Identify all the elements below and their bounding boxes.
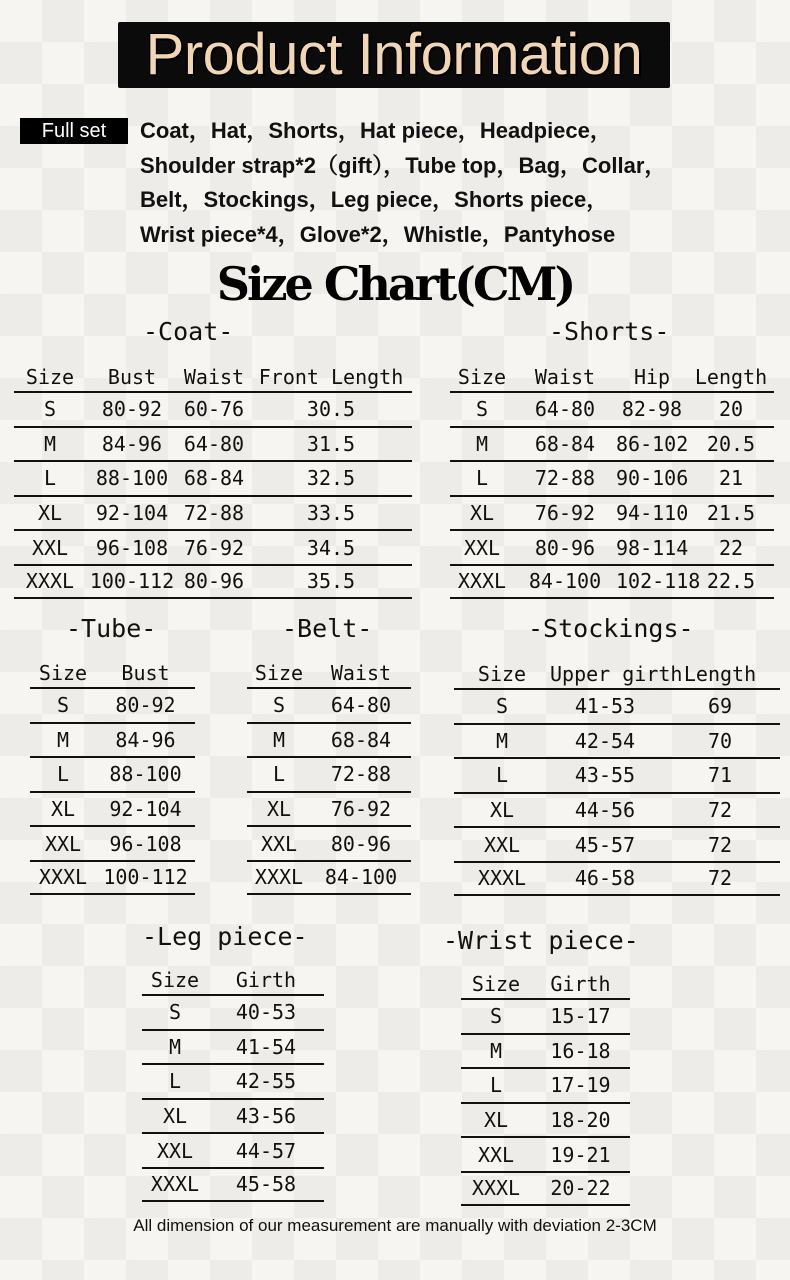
tube-size-table <box>30 651 195 895</box>
table-cell: 96-108 <box>109 831 182 856</box>
table-cell: 41-54 <box>235 1034 297 1059</box>
table-header-row <box>450 355 774 391</box>
full-set-line: Shoulder strap*2（gift），Tube top，Bag，Collar， <box>140 152 667 178</box>
column-header: Hip <box>633 365 671 389</box>
stockings-size-table <box>454 652 780 896</box>
column-header: Waist <box>183 365 245 389</box>
wrist-piece-size-table <box>461 962 630 1206</box>
table-cell: 44-57 <box>235 1138 297 1163</box>
table-cell: XXL <box>477 1142 515 1167</box>
table-cell: 84-96 <box>115 727 176 752</box>
table-row <box>247 687 411 722</box>
table-row <box>450 529 774 564</box>
table-cell: 80-96 <box>183 569 245 594</box>
table-row <box>454 826 780 861</box>
table-cell: XL <box>37 501 63 526</box>
column-header: Waist <box>534 365 596 389</box>
table-cell: 68-84 <box>534 431 596 456</box>
table-cell: XXXL <box>254 865 304 890</box>
shorts-size-table <box>450 355 774 599</box>
table-cell: 22.5 <box>706 569 756 594</box>
column-header: Waist <box>330 661 392 685</box>
table-cell: 84-96 <box>101 431 163 456</box>
table-row <box>247 722 411 757</box>
table-header-row <box>461 962 630 998</box>
product-information-banner <box>118 22 670 88</box>
table-cell: 72-88 <box>330 762 392 787</box>
shorts-section-title: -Shorts- <box>549 317 670 346</box>
table-cell: 84-100 <box>324 865 398 890</box>
table-row <box>450 460 774 495</box>
column-header: Girth <box>550 972 611 996</box>
table-cell: 80-96 <box>330 831 392 856</box>
table-cell: 88-100 <box>95 466 169 491</box>
table-cell: 19-21 <box>550 1142 611 1167</box>
table-cell: 20.5 <box>706 431 756 456</box>
table-row <box>450 391 774 426</box>
column-header: Size <box>477 662 527 686</box>
table-row <box>30 860 195 895</box>
table-cell: XXXL <box>25 569 75 594</box>
table-cell: 76-92 <box>534 501 596 526</box>
table-cell: XL <box>162 1104 188 1129</box>
leg-piece-section-title: -Leg piece- <box>142 922 308 951</box>
table-row <box>454 757 780 792</box>
table-row <box>14 529 412 564</box>
table-row <box>30 722 195 757</box>
table-cell: 72-88 <box>534 466 596 491</box>
table-cell: 41-53 <box>574 694 636 719</box>
table-cell: S <box>495 694 509 719</box>
table-cell: L <box>272 762 286 787</box>
column-header: Upper girth <box>550 662 683 686</box>
table-cell: L <box>56 762 70 787</box>
column-header: Size <box>150 968 200 992</box>
table-cell: S <box>272 693 286 718</box>
table-cell: 88-100 <box>109 762 182 787</box>
column-header: Length <box>694 365 768 389</box>
table-cell: 64-80 <box>330 693 392 718</box>
table-header-row <box>142 958 324 994</box>
column-header: Girth <box>235 968 297 992</box>
table-cell: 72 <box>707 832 733 857</box>
table-row <box>142 1029 324 1064</box>
wrist-piece-section-title: -Wrist piece- <box>443 926 639 955</box>
table-row <box>142 1132 324 1167</box>
table-cell: 45-57 <box>574 832 636 857</box>
table-cell: 43-55 <box>574 763 636 788</box>
table-cell: 92-104 <box>95 501 169 526</box>
table-row <box>247 860 411 895</box>
table-cell: M <box>56 727 70 752</box>
table-cell: 21 <box>718 466 744 491</box>
table-cell: 15-17 <box>550 1004 611 1029</box>
stockings-section-title: -Stockings- <box>528 614 694 643</box>
table-row <box>30 791 195 826</box>
table-cell: 18-20 <box>550 1108 611 1133</box>
table-cell: 64-80 <box>183 431 245 456</box>
table-cell: XL <box>489 798 515 823</box>
table-cell: 100-112 <box>89 569 175 594</box>
table-cell: L <box>168 1069 182 1094</box>
table-cell: 98-114 <box>616 535 689 560</box>
table-cell: 34.5 <box>306 535 356 560</box>
table-row <box>30 756 195 791</box>
column-header: Size <box>25 365 75 389</box>
full-set-line: Coat，Hat，Shorts，Hat piece，Headpiece， <box>140 118 612 143</box>
table-cell: M <box>43 431 57 456</box>
table-cell: 70 <box>707 728 733 753</box>
table-cell: 82-98 <box>621 397 683 422</box>
table-cell: L <box>495 763 509 788</box>
table-cell: M <box>272 727 286 752</box>
table-row <box>14 564 412 599</box>
table-cell: 64-80 <box>534 397 596 422</box>
table-row <box>142 1063 324 1098</box>
table-row <box>14 460 412 495</box>
table-cell: XXXL <box>150 1172 200 1197</box>
column-header: Size <box>38 661 88 685</box>
coat-section-title: -Coat- <box>143 317 234 346</box>
table-row <box>454 792 780 827</box>
table-row <box>247 756 411 791</box>
table-cell: S <box>168 1000 182 1025</box>
table-cell: 20-22 <box>550 1176 611 1201</box>
table-cell: L <box>475 466 489 491</box>
table-cell: 96-108 <box>95 535 169 560</box>
column-header: Size <box>471 972 521 996</box>
table-row <box>461 1136 630 1171</box>
table-row <box>450 426 774 461</box>
full-set-line: Belt，Stockings，Leg piece，Shorts piece， <box>140 187 609 212</box>
table-cell: 90-106 <box>616 466 689 491</box>
table-cell: 42-55 <box>235 1069 297 1094</box>
table-cell: 17-19 <box>550 1073 611 1098</box>
table-cell: XXL <box>483 832 521 857</box>
table-cell: L <box>489 1073 503 1098</box>
measurement-note: All dimension of our measurement are manually with deviation 2-3CM <box>133 1216 657 1235</box>
table-cell: 76-92 <box>330 797 392 822</box>
belt-size-table <box>247 651 411 895</box>
table-cell: S <box>489 1004 503 1029</box>
table-cell: 69 <box>707 694 733 719</box>
table-row <box>142 1167 324 1202</box>
table-cell: 40-53 <box>235 1000 297 1025</box>
table-cell: M <box>489 1038 503 1063</box>
table-cell: XXXL <box>457 569 507 594</box>
table-cell: S <box>43 397 57 422</box>
table-cell: XXL <box>260 831 298 856</box>
tube-section-title: -Tube- <box>66 614 157 643</box>
table-cell: 86-102 <box>616 431 689 456</box>
full-set-list <box>140 114 780 252</box>
table-row <box>461 1171 630 1206</box>
table-cell: 84-100 <box>528 569 602 594</box>
table-cell: 60-76 <box>183 397 245 422</box>
table-cell: M <box>475 431 489 456</box>
table-cell: 100-112 <box>103 865 188 890</box>
table-cell: 31.5 <box>306 431 356 456</box>
table-row <box>461 1102 630 1137</box>
column-header: Size <box>457 365 507 389</box>
table-cell: 22 <box>718 535 744 560</box>
table-cell: 72 <box>707 798 733 823</box>
table-row <box>454 688 780 723</box>
table-cell: 30.5 <box>306 397 356 422</box>
table-cell: XXL <box>44 831 82 856</box>
table-cell: 94-110 <box>616 501 689 526</box>
belt-section-title: -Belt- <box>282 614 373 643</box>
table-row <box>454 861 780 896</box>
table-row <box>142 994 324 1029</box>
table-cell: 80-92 <box>101 397 163 422</box>
table-row <box>461 1067 630 1102</box>
banner-title: Product Information <box>145 22 643 87</box>
table-row <box>450 564 774 599</box>
table-cell: 43-56 <box>235 1104 297 1129</box>
table-row <box>30 687 195 722</box>
table-cell: 68-84 <box>330 727 392 752</box>
full-set-badge: Full set <box>20 118 128 144</box>
table-cell: XXL <box>31 535 69 560</box>
table-cell: 42-54 <box>574 728 636 753</box>
table-row <box>461 1033 630 1068</box>
table-cell: 20 <box>718 397 744 422</box>
table-row <box>461 998 630 1033</box>
table-cell: 45-58 <box>235 1172 297 1197</box>
table-cell: 92-104 <box>109 797 182 822</box>
table-cell: 44-56 <box>574 798 636 823</box>
table-cell: 80-96 <box>534 535 596 560</box>
column-header: Front Length <box>258 365 404 389</box>
table-header-row <box>247 651 411 687</box>
table-row <box>30 825 195 860</box>
table-cell: M <box>168 1034 182 1059</box>
full-set-line: Wrist piece*4，Glove*2，Whistle，Pantyhose <box>140 221 616 247</box>
table-row <box>450 495 774 530</box>
table-cell: 72-88 <box>183 501 245 526</box>
table-cell: S <box>56 693 70 718</box>
table-row <box>14 426 412 461</box>
table-header-row <box>30 651 195 687</box>
table-row <box>454 723 780 758</box>
table-header-row <box>454 652 780 688</box>
table-cell: XXXL <box>477 866 527 891</box>
table-cell: XL <box>483 1108 509 1133</box>
leg-piece-size-table <box>142 958 324 1202</box>
table-cell: 16-18 <box>550 1038 611 1063</box>
table-row <box>14 495 412 530</box>
size-chart-title: Size Chart(CM) <box>216 257 574 311</box>
table-cell: XXXL <box>471 1176 521 1201</box>
table-cell: 21.5 <box>706 501 756 526</box>
table-cell: S <box>475 397 489 422</box>
table-row <box>247 825 411 860</box>
table-cell: XL <box>50 797 76 822</box>
column-header: Size <box>254 661 304 685</box>
table-cell: 71 <box>707 763 733 788</box>
table-row <box>14 391 412 426</box>
table-row <box>142 1098 324 1133</box>
column-header: Bust <box>121 661 170 685</box>
table-cell: XXXL <box>38 865 88 890</box>
coat-size-table <box>14 355 412 599</box>
table-cell: 32.5 <box>306 466 356 491</box>
table-cell: 76-92 <box>183 535 245 560</box>
table-cell: XXL <box>463 535 501 560</box>
column-header: Length <box>683 662 757 686</box>
table-cell: XL <box>266 797 292 822</box>
table-header-row <box>14 355 412 391</box>
table-cell: 80-92 <box>115 693 176 718</box>
table-cell: 72 <box>707 866 733 891</box>
table-cell: 102-118 <box>616 569 701 594</box>
table-cell: M <box>495 728 509 753</box>
table-cell: 33.5 <box>306 501 356 526</box>
table-cell: 68-84 <box>183 466 245 491</box>
table-row <box>247 791 411 826</box>
table-cell: XXL <box>156 1138 194 1163</box>
table-cell: 35.5 <box>306 569 356 594</box>
table-cell: L <box>43 466 57 491</box>
table-cell: 46-58 <box>574 866 636 891</box>
column-header: Bust <box>107 365 157 389</box>
table-cell: XL <box>469 501 495 526</box>
